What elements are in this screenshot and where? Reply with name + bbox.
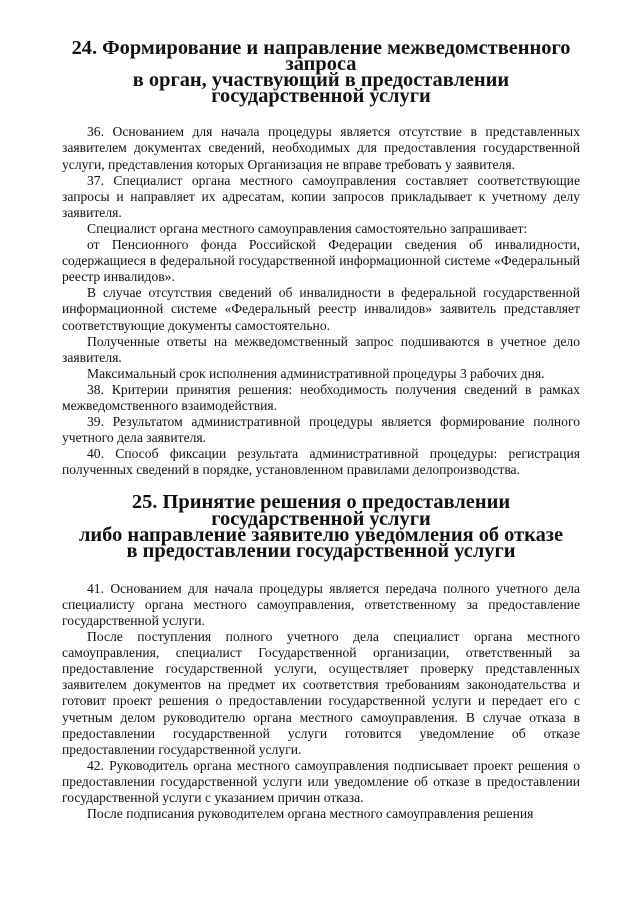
paragraph-39: 39. Результатом административной процедуры является формирование полного учетного дела заявителя. [62,414,580,446]
section-25-heading-line-3: в предоставлении государственной услуги [126,539,516,562]
paragraph-responses: Полученные ответы на межведомственный запрос подшиваются в учетное дело заявителя. [62,333,580,365]
paragraph-36: 36. Основанием для начала процедуры является отсутствие в представленных заявителем документах сведений, необходимых для предоставления государственной услуги, представления которых Организация не вправе требовать у заявителя. [62,124,580,172]
section-24-heading-line-1: 24. Формирование и направление межведомственного запроса [71,37,571,76]
paragraph-max-term: Максимальный срок исполнения административной процедуры 3 рабочих дня. [87,365,545,381]
section-24-heading-line-2: в орган, участвующий в предоставлении государственной услуги [132,69,510,108]
section-25-heading-line-2: либо направление заявителю уведомления об отказе [78,523,564,546]
paragraph-42: 42. Руководитель органа местного самоуправления подписывает проект решения о предоставлении государственной услуги или уведомление об отказе в предоставлении государственной услуги с указанием причин отказа. [62,757,580,806]
paragraph-pension-fund: от Пенсионного фонда Российской Федерации сведения об инвалидности, содержащиеся в федеральной государственной информационной системе «Федеральный реестр инвалидов». [62,237,580,285]
paragraph-37: 37. Специалист органа местного самоуправления составляет соответствующие запросы и направляет их адресатам, копии запросов прикладывает к учетному делу заявителя. [62,172,580,220]
section-24-heading [62,37,580,108]
section-25-heading [62,491,580,562]
section-25-heading-line-1: 25. Принятие решения о предоставлении государственной услуги [131,491,511,530]
paragraph-after-receipt: После поступления полного учетного дела специалист органа местного самоуправления, специалист Государственной организации, ответственный за предоставление государственной услуги, осуществляет проверку представленных заявителем документов на предмет их соответствия требованиям законодательства и готовит проект решения о предоставлении государственной услуги и передает его с учетным делом руководителю органа местного самоуправления. В случае отказа в предоставлении государственной услуги готовится уведомление об отказе предоставлении государственной услуги. [62,629,580,757]
paragraph-41: 41. Основанием для начала процедуры является передача полного учетного дела специалисту органа местного самоуправления, ответственному за предоставление государственной услуги. [62,580,580,628]
paragraph-after-signing: После подписания руководителем органа местного самоуправления решения [87,806,534,822]
paragraph-request-intro: Специалист органа местного самоуправления самостоятельно запрашивает: [87,220,528,236]
paragraph-40: 40. Способ фиксации результата административной процедуры: регистрация полученных сведений в порядке, установленном правилами делопроизводства. [62,446,580,478]
section-25-body [62,581,580,822]
document-page [62,37,580,822]
section-24-body [62,124,580,478]
paragraph-no-data-case: В случае отсутствия сведений об инвалидности в федеральной государственной информационной системе «Федеральный реестр инвалидов» заявитель представляет соответствующие документы самостоятельно. [62,285,580,333]
paragraph-38: 38. Критерии принятия решения: необходимость получения сведений в рамках межведомственного взаимодействия. [62,381,580,413]
